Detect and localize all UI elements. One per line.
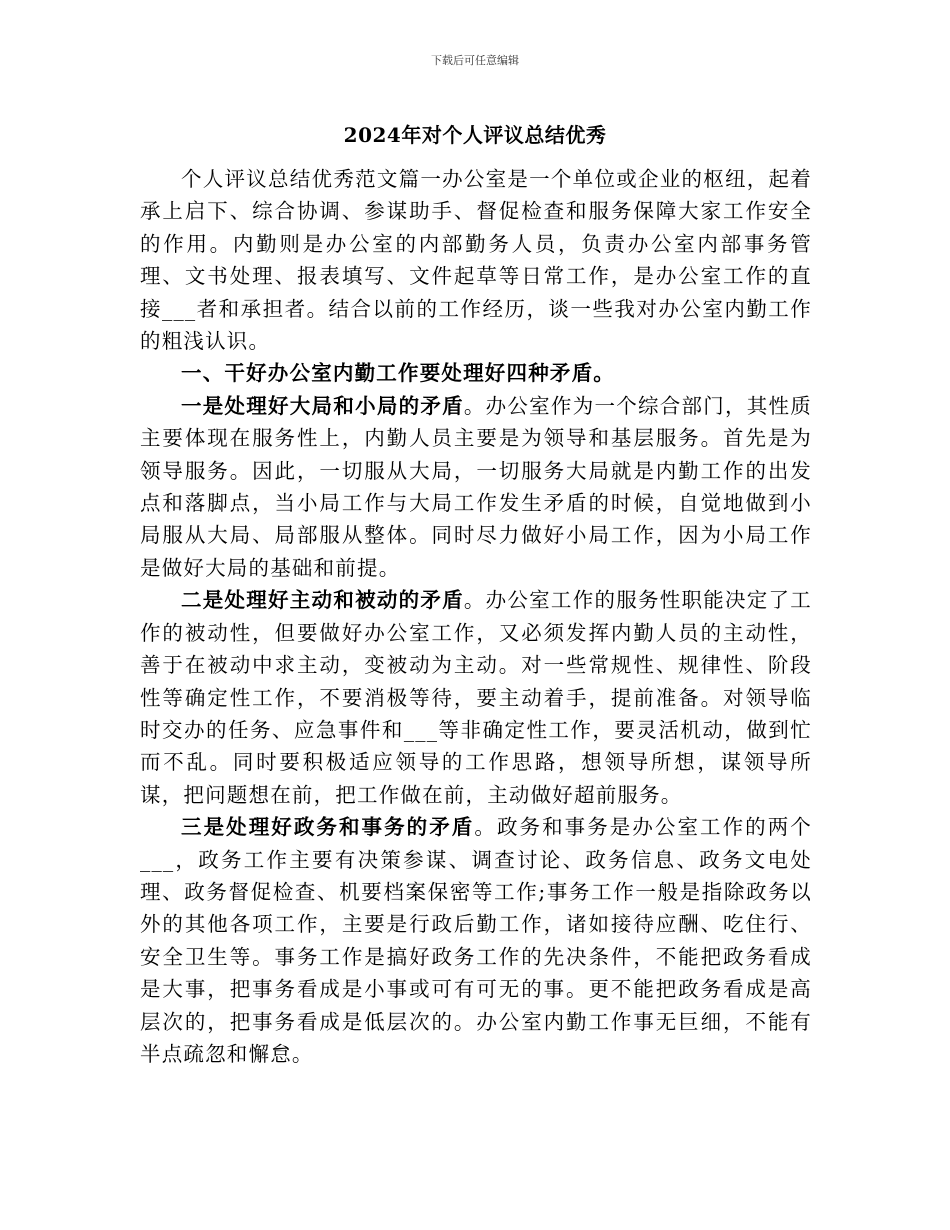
point-lead-2: 二是处理好主动和被动的矛盾 xyxy=(181,588,464,613)
point-paragraph-2 xyxy=(140,584,812,811)
section-heading: 一、干好办公室内勤工作要处理好四种矛盾。 xyxy=(181,361,615,386)
point-lead-3: 三是处理好政务和事务的矛盾 xyxy=(181,815,475,840)
point-paragraph-1 xyxy=(140,390,812,584)
document-body xyxy=(140,163,812,1070)
intro-paragraph-text: 个人评议总结优秀范文篇一办公室是一个单位或企业的枢纽，起着承上启下、综合协调、参谋助手、督促检查和服务保障大家工作安全的作用。内勤则是办公室的内部勤务人员，负责办公室内部事务管理、文书处理、报表填写、文件起草等日常工作，是办公室工作的直接___者和承担者。结合以前的工作经历，谈一些我对办公室内勤工作的粗浅认识。 xyxy=(140,167,812,354)
intro-paragraph xyxy=(140,163,812,357)
point-paragraph-3 xyxy=(140,811,812,1070)
header-note: 下载后可任意编辑 xyxy=(431,54,519,67)
point-text-3: 。政务和事务是办公室工作的两个___，政务工作主要有决策参谋、调查讨论、政务信息、政务文电处理、政务督促检查、机要档案保密等工作;事务工作一般是指除政务以外的其他各项工作，主要是行政后勤工作，诸如接待应酬、吃住行、安全卫生等。事务工作是搞好政务工作的先决条件，不能把政务看成是大事，把事务看成是小事或可有可无的事。更不能把政务看成是高层次的，把事务看成是低层次的。办公室内勤工作事无巨细，不能有半点疏忽和懈怠。 xyxy=(140,815,813,1066)
point-text-1: 。办公室作为一个综合部门，其性质主要体现在服务性上，内勤人员主要是为领导和基层服务。首先是为领导服务。因此，一切服从大局，一切服务大局就是内勤工作的出发点和落脚点，当小局工作与大局工作发生矛盾的时候，自觉地做到小局服从大局、局部服从整体。同时尽力做好小局工作，因为小局工作是做好大局的基础和前提。 xyxy=(140,393,812,580)
point-text-2: 。办公室工作的服务性职能决定了工作的被动性，但要做好办公室工作，又必须发挥内勤人员的主动性，善于在被动中求主动，变被动为主动。对一些常规性、规律性、阶段性等确定性工作，不要消极等待，要主动着手，提前准备。对领导临时交办的任务、应急事件和___等非确定性工作，要灵活机动，做到忙而不乱。同时要积极适应领导的工作思路，想领导所想，谋领导所谋，把问题想在前，把工作做在前，主动做好超前服务。 xyxy=(140,588,812,807)
point-lead-1: 一是处理好大局和小局的矛盾 xyxy=(181,393,464,418)
document-title: 2024年对个人评议总结优秀 xyxy=(343,123,607,147)
